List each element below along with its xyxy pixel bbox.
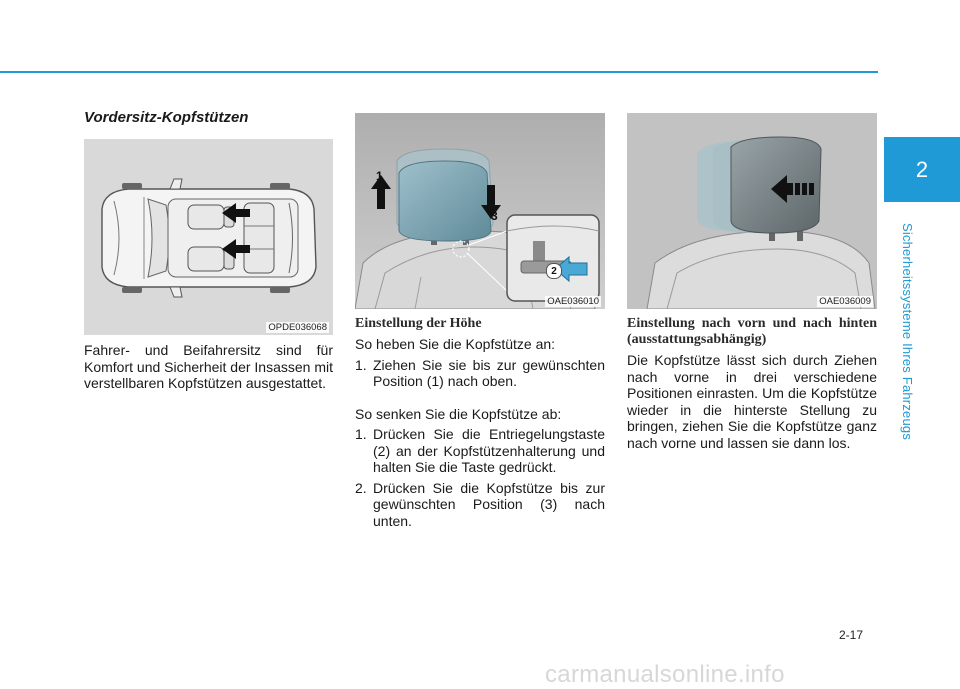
section-heading: Vordersitz-Kopfstützen <box>84 109 249 126</box>
callout-3: 3 <box>491 209 498 223</box>
car-top-view-illustration <box>84 139 333 335</box>
list-item <box>355 426 605 476</box>
headrest-forward-illustration <box>627 113 877 309</box>
list-item <box>355 480 605 530</box>
forward-adjust-column <box>627 316 877 451</box>
page-number: 2-17 <box>839 628 864 642</box>
list-number: 1. <box>355 426 367 442</box>
figure-code: OAE036010 <box>547 296 599 307</box>
figure-code: OPDE036068 <box>268 322 327 333</box>
watermark: carmanualsonline.info <box>545 661 785 688</box>
height-adjust-column <box>355 316 605 529</box>
chapter-number-tab <box>884 137 960 202</box>
chapter-title-vertical <box>878 206 938 456</box>
chapter-title: Sicherheitssysteme Ihres Fahrzeugs <box>900 222 916 440</box>
list-number: 1. <box>355 356 367 373</box>
headrest-forward-figure <box>627 113 877 309</box>
list-number: 2. <box>355 479 367 496</box>
top-rule <box>0 71 878 73</box>
height-adjust-heading: Einstellung der Höhe <box>355 316 482 331</box>
intro-paragraph: Fahrer- und Beifahrersitz sind für Komfort und Sicherheit der Insassen mit verstellbaren Kopfstützen ausgestattet. <box>84 342 334 391</box>
raise-intro: So heben Sie die Kopfstütze an: <box>355 336 556 352</box>
headrest-height-figure <box>355 113 605 309</box>
list-text: Drücken Sie die Entriegelungstaste (2) an der Kopfstützenhalterung und halten Sie die Taste gedrückt. <box>373 426 605 475</box>
figure-code: OAE036009 <box>819 296 871 307</box>
forward-adjust-paragraph: Die Kopfstütze lässt sich durch Ziehen nach vorne in drei verschiedene Positionen einrasten. Um die Kopfstütze wieder in die hinterste Stellung zu bringen, ziehen Sie die Kopfstütze ganz nach vorne und lassen sie dann los. <box>627 352 877 451</box>
chapter-number: 2 <box>915 156 929 182</box>
headrest-height-illustration <box>355 113 605 309</box>
callout-2: 2 <box>546 263 562 279</box>
intro-column <box>84 342 333 392</box>
forward-adjust-heading: Einstellung nach vorn und nach hinten (ausstattungsabhängig) <box>627 316 877 347</box>
lower-intro: So senken Sie die Kopfstütze ab: <box>355 405 562 422</box>
callout-1: 1 <box>376 169 383 183</box>
car-top-view-figure <box>84 139 333 335</box>
list-item <box>355 357 605 390</box>
list-text: Drücken Sie die Kopfstütze bis zur gewünschten Position (3) nach unten. <box>373 479 605 529</box>
list-text: Ziehen Sie sie bis zur gewünschten Position (1) nach oben. <box>373 356 605 389</box>
